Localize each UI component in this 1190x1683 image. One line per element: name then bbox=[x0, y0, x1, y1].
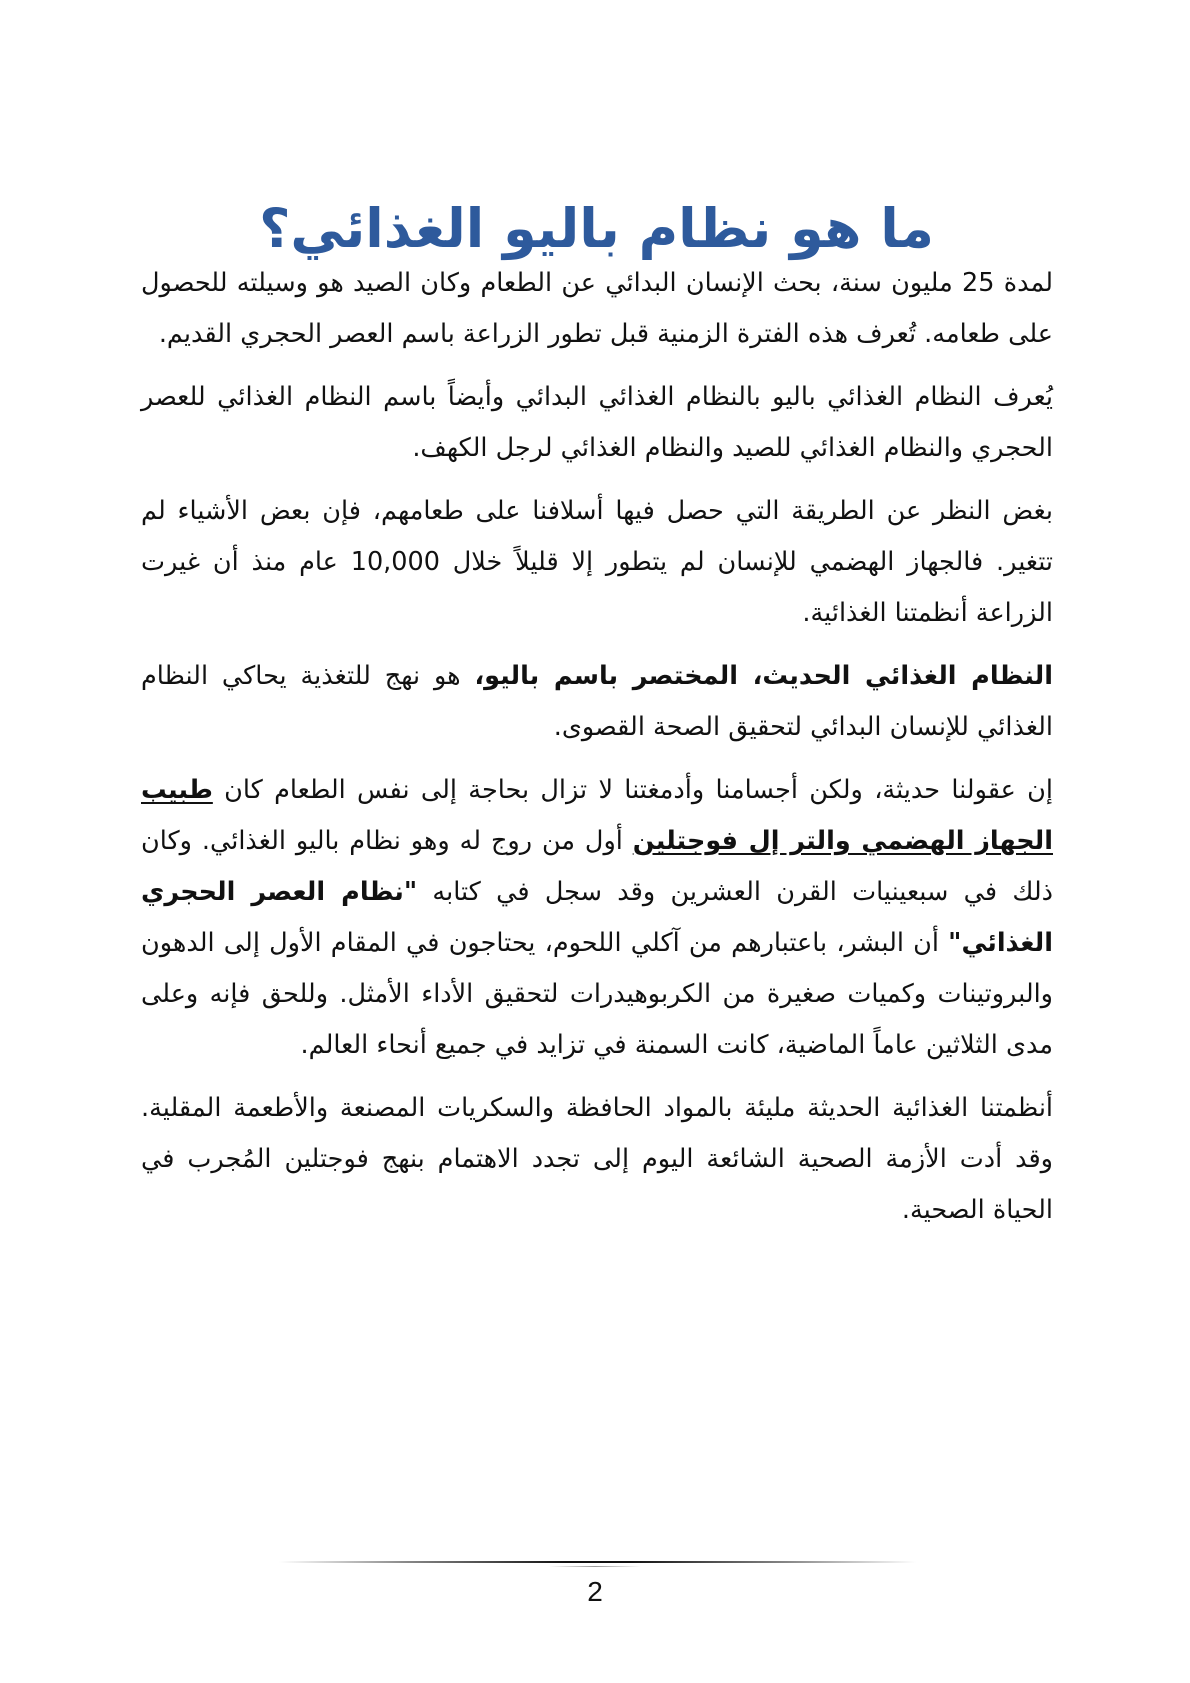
paragraph-3: بغض النظر عن الطريقة التي حصل فيها أسلافنا على طعامهم، فإن بعض الأشياء لم تتغير. فالجهاز الهضمي للإنسان لم يتطور إلا قليلاً خلال 10,000 عام منذ أن غيرت الزراعة أنظمتنا الغذائية. bbox=[141, 496, 1053, 628]
paragraph-5-middle: أول من روج له وهو نظام باليو الغذائي. وكان ذلك في سبعينيات القرن العشرين وقد سجل في كتابه bbox=[141, 826, 1053, 907]
article-body bbox=[141, 258, 1053, 1248]
footer-divider-accent bbox=[549, 1566, 641, 1567]
page-number: 2 bbox=[587, 1576, 603, 1607]
paragraph-1: لمدة 25 مليون سنة، بحث الإنسان البدائي عن الطعام وكان الصيد هو وسيلته للحصول على طعامه. تُعرف هذه الفترة الزمنية قبل تطور الزراعة باسم العصر الحجري القديم. bbox=[141, 268, 1053, 349]
underlined-author-name: طبيب الجهاز الهضمي والتر إل فوجتلين bbox=[141, 775, 1053, 856]
page-title: ما هو نظام باليو الغذائي؟ bbox=[259, 197, 934, 261]
paragraph-5-rest: أن البشر، باعتبارهم من آكلي اللحوم، يحتاجون في المقام الأول إلى الدهون والبروتينات وكميات صغيرة من الكربوهيدرات لتحقيق الأداء الأمثل. وللحق فإنه وعلى مدى الثلاثين عاماً الماضية، كانت السمنة في تزايد في جميع أنحاء العالم. bbox=[141, 928, 1053, 1060]
paragraph-4 bbox=[141, 651, 1053, 753]
paragraph-2: يُعرف النظام الغذائي باليو بالنظام الغذائي البدائي وأيضاً باسم النظام الغذائي للعصر الحجري والنظام الغذائي للصيد والنظام الغذائي لرجل الكهف. bbox=[141, 382, 1053, 463]
paragraph-6: أنظمتنا الغذائية الحديثة مليئة بالمواد الحافظة والسكريات المصنعة والأطعمة المقلية. وقد أدت الأزمة الصحية الشائعة اليوم إلى تجدد الاهتمام بنهج فوجتلين المُجرب في الحياة الصحية. bbox=[141, 1093, 1053, 1225]
footer-divider bbox=[279, 1561, 916, 1563]
book-title: "نظام العصر الحجري الغذائي" bbox=[141, 877, 1053, 958]
paragraph-4-text: هو نهج للتغذية يحاكي النظام الغذائي للإنسان البدائي لتحقيق الصحة القصوى. bbox=[141, 661, 1053, 742]
bold-definition: النظام الغذائي الحديث، المختصر باسم باليو، bbox=[474, 661, 1053, 691]
paragraph-5 bbox=[141, 765, 1053, 1071]
paragraph-5-intro: إن عقولنا حديثة، ولكن أجسامنا وأدمغتنا لا تزال بحاجة إلى نفس الطعام كان bbox=[212, 775, 1053, 805]
